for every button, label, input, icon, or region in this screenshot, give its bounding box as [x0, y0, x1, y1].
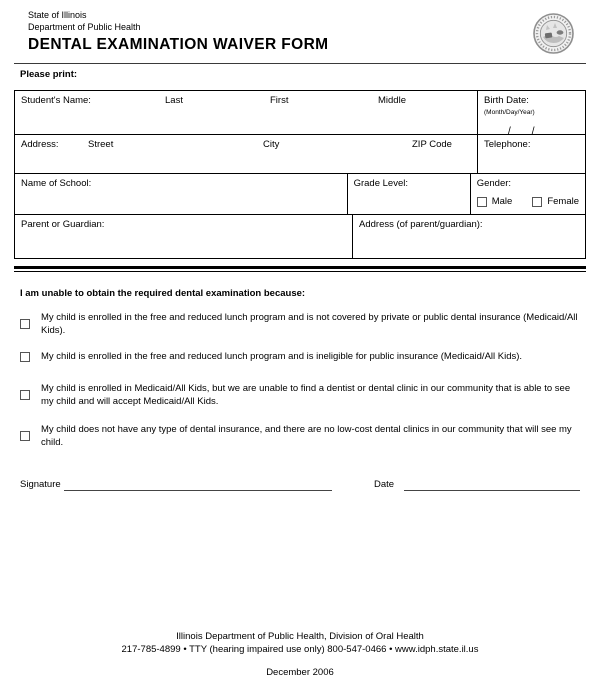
student-info-table [14, 90, 586, 259]
header-divider [14, 63, 586, 64]
footer-division-line: Illinois Department of Public Health, Division of Oral Health [176, 631, 424, 642]
gender-field [470, 174, 585, 214]
city-sublabel: City [263, 139, 280, 150]
student-name-field[interactable] [15, 91, 477, 134]
section-divider-thin [14, 271, 586, 272]
form-title: DENTAL EXAMINATION WAIVER FORM [28, 36, 329, 53]
reason-item-2 [20, 350, 580, 363]
female-label: Female [547, 196, 579, 207]
birth-date-slashes: / / [508, 126, 535, 137]
footer-revision-date: December 2006 [266, 667, 334, 678]
grade-level-field[interactable] [347, 174, 470, 214]
street-sublabel: Street [88, 139, 114, 150]
waiver-heading: I am unable to obtain the required dental examination because: [20, 288, 306, 299]
last-name-sublabel: Last [165, 95, 183, 106]
guardian-label: Parent or Guardian: [21, 219, 105, 230]
guardian-row [15, 214, 585, 258]
birth-date-field[interactable] [477, 91, 585, 137]
reason-2-checkbox[interactable] [20, 352, 30, 362]
zip-code-sublabel: ZIP Code [412, 139, 452, 150]
guardian-address-field[interactable] [352, 215, 585, 258]
date-line[interactable] [404, 478, 580, 491]
reason-4-text: My child does not have any type of dental insurance, and there are no low-cost dental clinics in our community that will see my child. [41, 424, 572, 448]
reason-2-text: My child is enrolled in the free and reduced lunch program and is ineligible for public insurance (Medicaid/All Kids). [41, 351, 523, 362]
guardian-field[interactable] [15, 215, 352, 258]
middle-name-sublabel: Middle [378, 95, 406, 106]
section-divider-thick [14, 266, 586, 269]
please-print-label: Please print: [20, 69, 78, 80]
school-name-label: Name of School: [21, 178, 92, 189]
signature-row [20, 477, 580, 491]
telephone-field[interactable] [477, 135, 585, 173]
reason-item-4 [20, 423, 580, 449]
reason-1-checkbox[interactable] [20, 319, 30, 329]
male-checkbox[interactable] [477, 197, 487, 207]
student-name-row [15, 91, 585, 137]
guardian-address-label: Address (of parent/guardian): [359, 219, 483, 230]
department-line: Department of Public Health [28, 21, 141, 32]
gender-label: Gender: [476, 178, 512, 189]
state-line: State of Illinois [28, 10, 87, 20]
reason-4-checkbox[interactable] [20, 431, 30, 441]
reason-item-3 [20, 382, 580, 408]
reason-3-text: My child is enrolled in Medicaid/All Kids, but we are unable to find a dentist or dental clinic in our community that is able to see my child and will accept Medicaid/All Kids. [41, 383, 571, 407]
illinois-state-seal-icon [533, 13, 574, 54]
birth-date-label: Birth Date: [484, 95, 529, 106]
reason-3-checkbox[interactable] [20, 390, 30, 400]
signature-label: Signature [20, 479, 61, 490]
footer-phone-line: 217-785-4899 • TTY (hearing impaired use only) 800-547-0466 • www.idph.state.il.us [121, 644, 479, 655]
student-name-label: Student's Name: [21, 95, 91, 106]
first-name-sublabel: First [270, 95, 289, 106]
male-label: Male [491, 196, 513, 207]
address-label: Address: [21, 139, 59, 150]
telephone-label: Telephone: [484, 139, 531, 150]
school-row [15, 173, 585, 214]
signature-line[interactable] [64, 478, 332, 491]
address-row [15, 134, 585, 173]
date-label: Date [374, 479, 395, 490]
female-checkbox[interactable] [532, 197, 542, 207]
birth-date-format: (Month/Day/Year) [484, 109, 535, 116]
grade-level-label: Grade Level: [353, 178, 408, 189]
reason-1-text: My child is enrolled in the free and reduced lunch program and is not covered by private or public dental insurance (Medicaid/All Kids). [41, 312, 578, 336]
footer-contact [0, 630, 600, 656]
reason-item-1 [20, 311, 580, 337]
agency-header [28, 10, 141, 33]
address-field[interactable] [15, 135, 477, 173]
school-name-field[interactable] [15, 174, 347, 214]
